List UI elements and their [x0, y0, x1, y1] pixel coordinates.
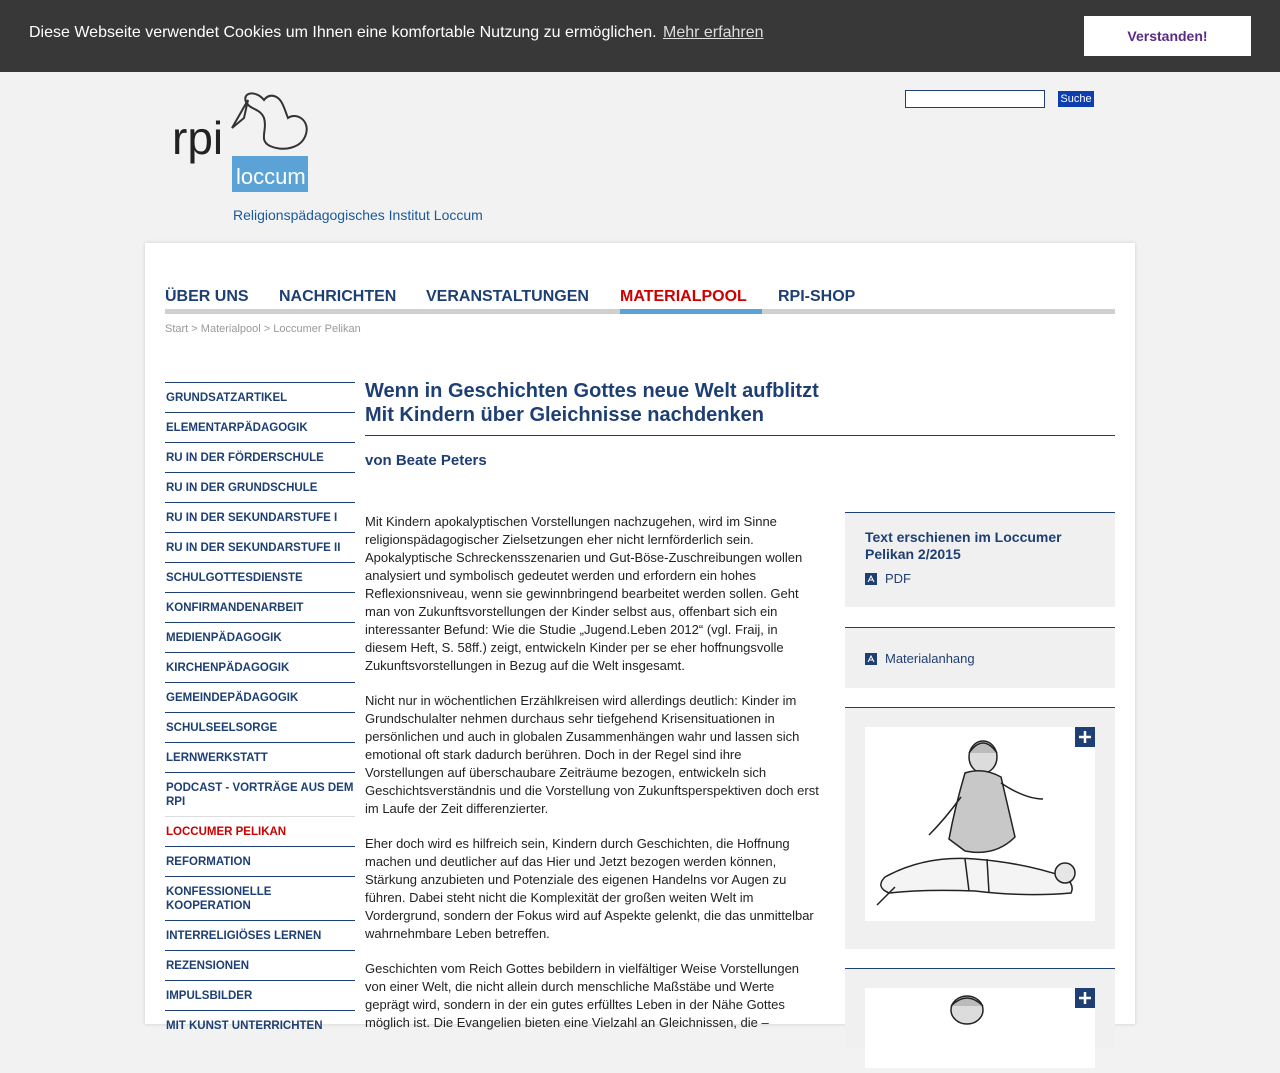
material-box — [845, 627, 1115, 688]
article-paragraph: Mit Kindern apokalyptischen Vorstellungen nachzugehen, wird im Sinne religionspädagogischer Zielsetzungen eher nicht lernförderlich sein. Apokalyptische Schreckensszenarien und Gut-Böse-Zuschreibungen wollen analysiert und symbolisch gedeutet werden und erfordern ein hohes Reflexionsniveau, wenn sie gewinnbringend bearbeitet werden sollen. Geht man von Zukunftsvorstellungen der Kinder selbst aus, offenbart sich ein interessanter Befund: Wie die Studie „Jugend.Leben 2012“ (vgl. Fraij, in diesem Heft, S. 58ff.) zeigt, entwickeln Kinder per se eher hoffnungsvolle Zukunftsvorstellungen in Bezug auf die Welt insgesamt. — [365, 514, 803, 673]
breadcrumb — [165, 323, 361, 335]
publication-info-box — [845, 512, 1115, 607]
sidebar-item-ru-sekundarstufe-1[interactable]: RU IN DER SEKUNDARSTUFE I — [165, 502, 355, 532]
pdf-icon — [865, 573, 877, 585]
nav-item-rpi-shop[interactable]: RPI-SHOP — [778, 288, 856, 305]
pdf-link-label[interactable]: PDF — [885, 571, 911, 586]
nav-item-veranstaltungen[interactable]: VERANSTALTUNGEN — [426, 288, 589, 305]
pelican-logo-icon — [172, 88, 312, 198]
sidebar-item-schulseelsorge[interactable]: SCHULSEELSORGE — [165, 712, 355, 742]
sidebar-item-grundsatzartikel[interactable]: GRUNDSATZARTIKEL — [165, 382, 355, 412]
materialanhang-link[interactable] — [865, 651, 975, 666]
materialanhang-label[interactable]: Materialanhang — [885, 651, 975, 666]
samaritan-illustration-image — [865, 727, 1095, 921]
breadcrumb-separator: > — [191, 323, 198, 335]
cookie-banner — [0, 0, 1280, 72]
sidebar-item-reformation[interactable]: REFORMATION — [165, 846, 355, 876]
breadcrumb-start[interactable]: Start — [165, 323, 189, 335]
logo-subtitle: Religionspädagogisches Institut Loccum — [233, 207, 483, 223]
nav-item-nachrichten[interactable]: NACHRICHTEN — [279, 288, 397, 305]
breadcrumb-separator: > — [263, 323, 271, 335]
pdf-icon — [865, 653, 877, 665]
article-paragraph: Geschichten vom Reich Gottes bebildern in vielfältiger Weise Vorstellungen von einer Welt, die nicht allein durch menschliche Maßstäbe und Werte geprägt wird, sondern in der ein gutes erfülltes Leben in der Nähe Gottes möglich ist. Die Evangelien bieten eine Vielzahl an Gleichnissen, die – — [365, 961, 800, 1030]
breadcrumb-loccumer-pelikan[interactable]: Loccumer Pelikan — [273, 323, 361, 335]
sidebar-item-loccumer-pelikan[interactable]: LOCCUMER PELIKAN — [165, 816, 355, 846]
sidebar-item-konfirmandenarbeit[interactable]: KONFIRMANDENARBEIT — [165, 592, 355, 622]
sidebar-nav — [165, 382, 355, 1040]
sidebar-item-lernwerkstatt[interactable]: LERNWERKSTATT — [165, 742, 355, 772]
nav-item-materialpool[interactable]: MATERIALPOOL — [620, 288, 762, 314]
sidebar-item-kirchenpaedagogik[interactable]: KIRCHENPÄDAGOGIK — [165, 652, 355, 682]
publication-info-title: Text erschienen im Loccumer Pelikan 2/2015 — [865, 529, 1062, 562]
svg-text:rpi: rpi — [172, 112, 224, 164]
sidebar-item-podcast[interactable]: PODCAST - VORTRÄGE AUS DEM RPI — [165, 772, 355, 816]
sidebar-item-impulsbilder[interactable]: IMPULSBILDER — [165, 980, 355, 1010]
sidebar-item-medienpaedagogik[interactable]: MEDIENPÄDAGOGIK — [165, 622, 355, 652]
plus-icon — [1075, 727, 1095, 747]
search-input[interactable] — [905, 90, 1045, 108]
article-title-line2: Mit Kindern über Gleichnisse nachdenken — [365, 404, 764, 426]
expand-image-button[interactable] — [1075, 727, 1095, 747]
content-panel — [145, 243, 1135, 1032]
cookie-message: Diese Webseite verwendet Cookies um Ihnen eine komfortable Nutzung zu ermöglichen. — [29, 24, 657, 41]
second-illustration-image — [865, 988, 1095, 1068]
sidebar-item-ru-grundschule[interactable]: RU IN DER GRUNDSCHULE — [165, 472, 355, 502]
image-box-second — [845, 968, 1115, 1048]
sidebar-item-mit-kunst-unterrichten[interactable]: MIT KUNST UNTERRICHTEN — [165, 1010, 355, 1040]
article-paragraph: Eher doch wird es hilfreich sein, Kindern durch Geschichten, die Hoffnung machen und deutlicher auf das Hier und Jetzt bezogen werden können, Stärkung anzubieten und Potenziale des eigenen Handelns vor Augen zu führen. Dabei steht nicht die Komplexität der großen weiten Welt im Vordergrund, sondern der Fokus wird auf Aspekte gelenkt, die das unmittelbar wahrnehmbare Leben betreffen. — [365, 836, 814, 941]
sidebar-item-elementarpaedagogik[interactable]: ELEMENTARPÄDAGOGIK — [165, 412, 355, 442]
expand-image-button[interactable] — [1075, 988, 1095, 1008]
sidebar-item-schulgottesdienste[interactable]: SCHULGOTTESDIENSTE — [165, 562, 355, 592]
breadcrumb-materialpool[interactable]: Materialpool — [200, 323, 261, 335]
sidebar-item-rezensionen[interactable]: REZENSIONEN — [165, 950, 355, 980]
article-body — [365, 513, 820, 1049]
plus-icon — [1075, 988, 1095, 1008]
article-title-line1: Wenn in Geschichten Gottes neue Welt aufblitzt — [365, 380, 819, 402]
sidebar-item-gemeindepaedagogik[interactable]: GEMEINDEPÄDAGOGIK — [165, 682, 355, 712]
sidebar-item-interreligioeses-lernen[interactable]: INTERRELIGIÖSES LERNEN — [165, 920, 355, 950]
image-box-samaritan — [845, 707, 1115, 949]
nav-item-ueber-uns[interactable]: ÜBER UNS — [165, 288, 249, 305]
second-illustration[interactable] — [865, 988, 1095, 1068]
svg-text:loccum: loccum — [236, 164, 306, 189]
cookie-accept-button[interactable]: Verstanden! — [1084, 16, 1251, 56]
rpi-loccum-logo[interactable] — [172, 88, 312, 198]
sidebar-item-konfessionelle-kooperation[interactable]: KONFESSIONELLE KOOPERATION — [165, 876, 355, 920]
search-button[interactable]: Suche — [1058, 91, 1094, 107]
article-author: von Beate Peters — [365, 452, 487, 469]
article-paragraph: Nicht nur in wöchentlichen Erzählkreisen wird allerdings deutlich: Kinder im Grundschulalter nehmen durchaus sehr tiefgehend Krisensituationen in persönlichen und auch in globalen Zusammenhängen wahr und lassen sich emotional oft stark dadurch berühren. Doch in der Regel sind ihre Vorstellungen auf überschaubare Zeiträume bezogen, entwickeln sich Geschichtsverständnis und die Vorstellung von Zukunftsperspektiven doch erst im Laufe der Zeit differenzierter. — [365, 693, 819, 816]
samaritan-illustration[interactable] — [865, 727, 1095, 921]
sidebar-item-ru-foerderschule[interactable]: RU IN DER FÖRDERSCHULE — [165, 442, 355, 472]
cookie-more-link[interactable]: Mehr erfahren — [663, 24, 764, 41]
pdf-download-link[interactable] — [865, 571, 911, 586]
article-header — [365, 379, 1115, 469]
main-nav — [165, 288, 1115, 314]
sidebar-item-ru-sekundarstufe-2[interactable]: RU IN DER SEKUNDARSTUFE II — [165, 532, 355, 562]
